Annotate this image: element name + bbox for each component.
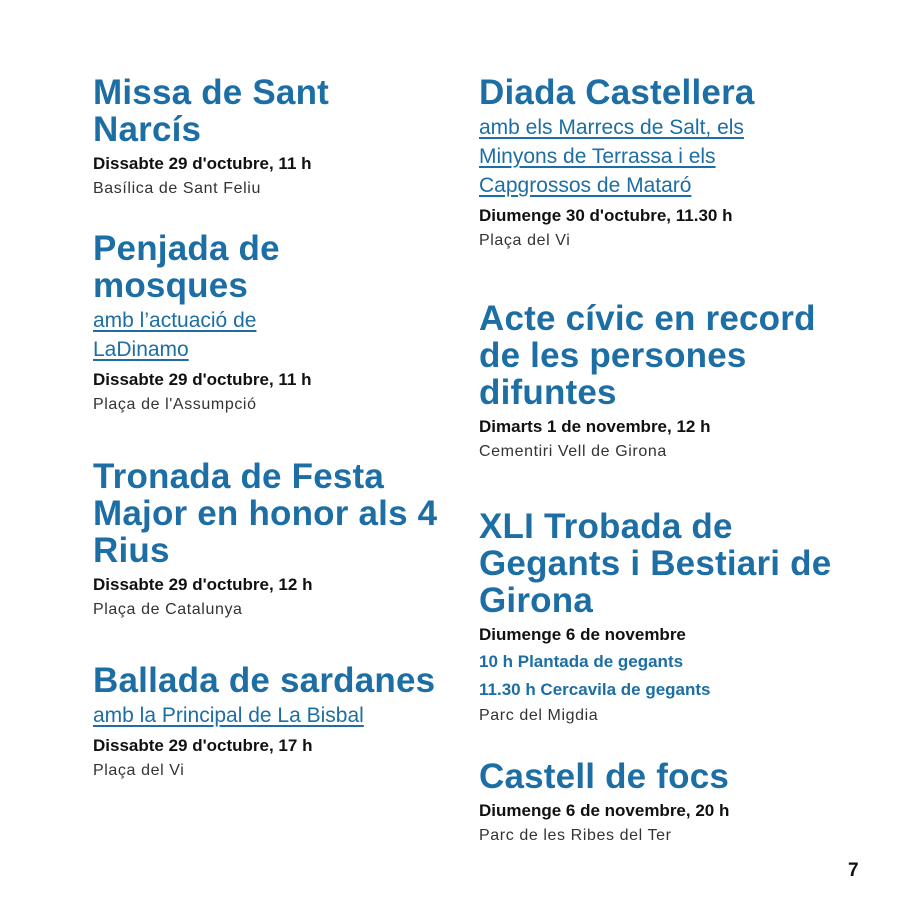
event-title: Tronada de Festa Major en honor als 4 Rius (93, 457, 438, 570)
event-date: Dimarts 1 de novembre, 12 h (479, 417, 711, 436)
event-castell-de-focs (479, 758, 849, 848)
event-title: XLI Trobada de Gegants i Bestiari de Girona (479, 507, 832, 620)
event-place: Plaça de Catalunya (93, 601, 243, 618)
event-place: Plaça del Vi (479, 232, 571, 249)
page-number: 7 (848, 860, 859, 881)
event-date: Dissabte 29 d'octubre, 11 h (93, 370, 312, 389)
event-title: Ballada de sardanes (93, 661, 436, 700)
event-date: Dissabte 29 d'octubre, 12 h (93, 575, 313, 594)
event-tronada-festa-major (93, 458, 443, 622)
event-place: Plaça del Vi (93, 762, 185, 779)
event-penjada-de-mosques (93, 230, 443, 417)
event-title: Penjada de mosques (93, 229, 280, 305)
event-trobada-de-gegants (479, 508, 849, 728)
event-ballada-de-sardanes (93, 662, 443, 783)
event-date: Diumenge 6 de novembre, 20 h (479, 801, 730, 820)
event-title: Diada Castellera (479, 73, 755, 112)
event-diada-castellera (479, 74, 849, 253)
event-performer-link[interactable]: amb l’actuació de LaDinamo (93, 309, 257, 361)
event-performer-link[interactable]: amb la Principal de La Bisbal (93, 704, 364, 727)
event-place: Cementiri Vell de Girona (479, 443, 667, 460)
event-place: Basílica de Sant Feliu (93, 180, 261, 197)
event-date: Dissabte 29 d'octubre, 11 h (93, 154, 312, 173)
event-schedule-item: 11.30 h Cercavila de gegants (479, 680, 711, 699)
event-title: Missa de Sant Narcís (93, 73, 330, 149)
event-title: Castell de focs (479, 757, 730, 796)
event-place: Parc de les Ribes del Ter (479, 827, 672, 844)
event-missa-sant-narcis (93, 74, 443, 201)
event-title: Acte cívic en record de les persones difuntes (479, 299, 816, 412)
event-date: Dissabte 29 d'octubre, 17 h (93, 736, 313, 755)
event-date: Diumenge 6 de novembre (479, 625, 686, 644)
event-date: Diumenge 30 d'octubre, 11.30 h (479, 206, 733, 225)
event-performer-link[interactable]: amb els Marrecs de Salt, els Minyons de Terrassa i els Capgrossos de Mataró (479, 116, 744, 197)
event-schedule-item: 10 h Plantada de gegants (479, 652, 684, 671)
event-place: Plaça de l'Assumpció (93, 396, 257, 413)
event-acte-civic (479, 300, 849, 464)
event-place: Parc del Migdia (479, 707, 599, 724)
